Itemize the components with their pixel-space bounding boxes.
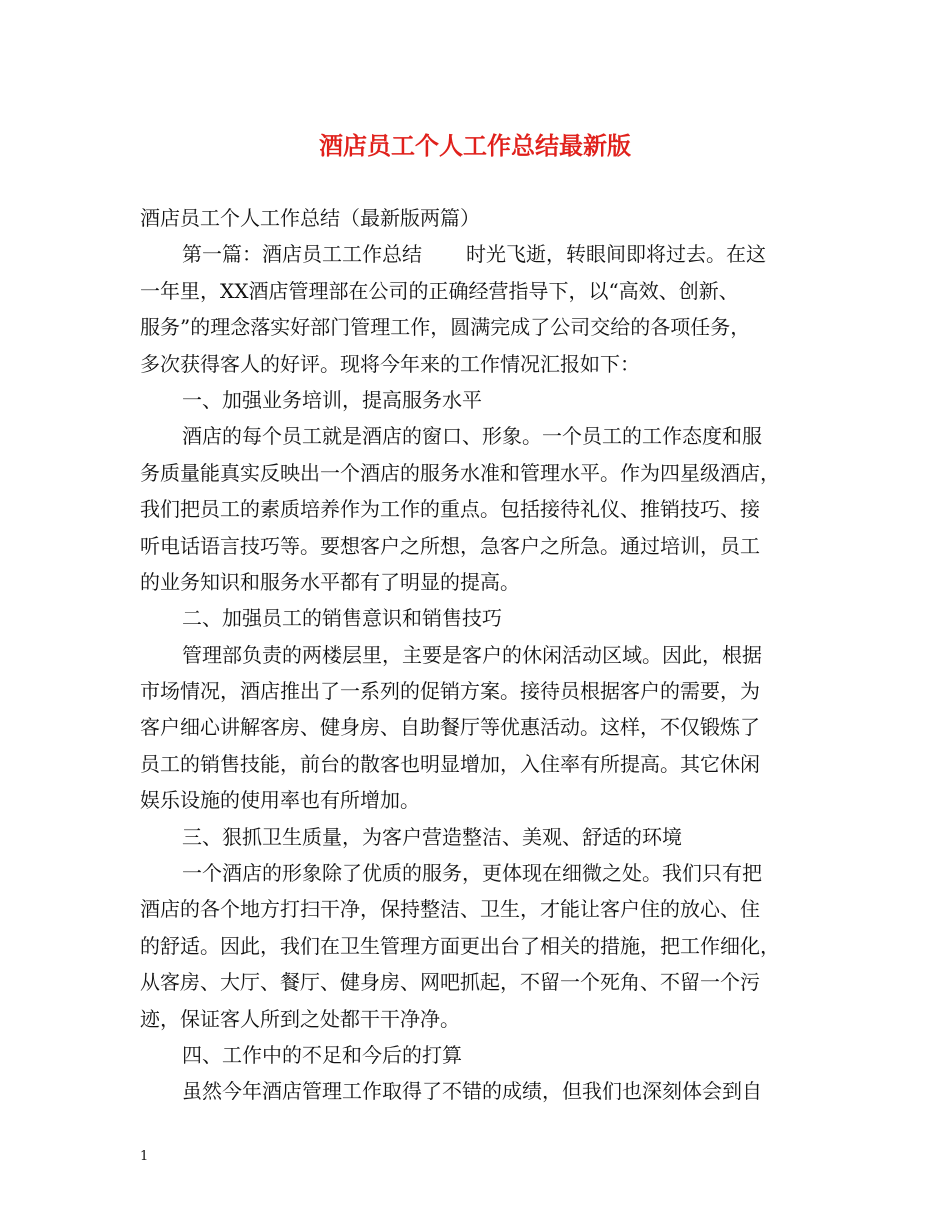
- paragraph-line: 一个酒店的形象除了优质的服务，更体现在细微之处。我们只有把: [182, 861, 762, 886]
- paragraph-line: 的业务知识和服务水平都有了明显的提高。: [140, 569, 520, 594]
- paragraph-line: 市场情况，酒店推出了一系列的促销方案。接待员根据客户的需要，为: [140, 679, 760, 704]
- paragraph-line: 听电话语言技巧等。要想客户之所想，急客户之所急。通过培训，员工: [140, 533, 760, 558]
- paragraph-line: 从客房、大厅、餐厅、健身房、网吧抓起，不留一个死角、不留一个污: [140, 970, 760, 995]
- paragraph-line: 管理部负责的两楼层里，主要是客户的休闲活动区域。因此，根据: [182, 642, 762, 667]
- paragraph-line: 客户细心讲解客房、健身房、自助餐厅等优惠活动。这样，不仅锻炼了: [140, 715, 760, 740]
- paragraph-text: 时光飞逝，转眼间即将过去。在这: [466, 242, 766, 267]
- paragraph-line: 务质量能真实反映出一个酒店的服务水准和管理水平。作为四星级酒店，: [140, 460, 780, 485]
- paragraph-line: 的舒适。因此，我们在卫生管理方面更出台了相关的措施，把工作细化，: [140, 933, 780, 958]
- paragraph-line: 酒店的每个员工就是酒店的窗口、形象。一个员工的工作态度和服: [182, 424, 762, 449]
- paragraph-line: [140, 236, 820, 272]
- document-body: [140, 200, 820, 1110]
- section-first-label: 第一篇：酒店员工工作总结: [182, 242, 422, 267]
- paragraph-line: 一年里，XX酒店管理部在公司的正确经营指导下，以“高效、创新、: [140, 278, 739, 303]
- paragraph-line: 员工的销售技能，前台的散客也明显增加，入住率有所提高。其它休闲: [140, 751, 760, 776]
- document-title: 酒店员工个人工作总结最新版: [319, 132, 631, 160]
- paragraph-line: 迹，保证客人所到之处都干干净净。: [140, 1006, 460, 1031]
- section-heading-3: 三、狠抓卫生质量，为客户营造整洁、美观、舒适的环境: [182, 824, 682, 849]
- paragraph-line: 服务”的理念落实好部门管理工作，圆满完成了公司交给的各项任务，: [140, 315, 751, 340]
- section-heading-2: 二、加强员工的销售意识和销售技巧: [182, 606, 502, 631]
- section-heading-1: 一、加强业务培训，提高服务水平: [182, 387, 482, 412]
- paragraph-line: 多次获得客人的好评。现将今年来的工作情况汇报如下：: [140, 351, 640, 376]
- page-number: 1: [140, 1149, 149, 1164]
- paragraph-line: 酒店的各个地方打扫干净，保持整洁、卫生，才能让客户住的放心、住: [140, 897, 760, 922]
- paragraph-line: 娱乐设施的使用率也有所增加。: [140, 788, 420, 813]
- section-heading-4: 四、工作中的不足和今后的打算: [182, 1042, 462, 1067]
- paragraph-line: 虽然今年酒店管理工作取得了不错的成绩，但我们也深刻体会到自: [182, 1079, 762, 1104]
- document-heading: 酒店员工个人工作总结（最新版两篇）: [140, 206, 480, 230]
- paragraph-line: 我们把员工的素质培养作为工作的重点。包括接待礼仪、推销技巧、接: [140, 497, 760, 522]
